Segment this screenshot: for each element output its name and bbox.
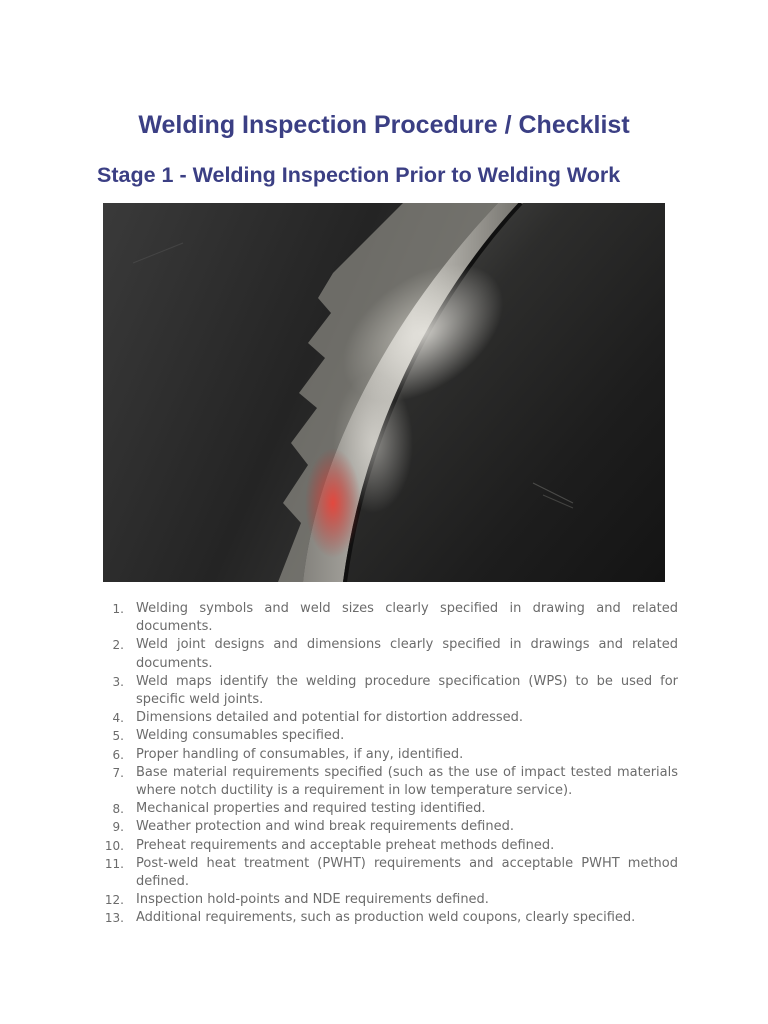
item-number: 7.: [112, 765, 124, 780]
checklist-item: [100, 800, 678, 818]
document-title: Welding Inspection Procedure / Checklist: [138, 111, 630, 139]
weld-joint-photo: [103, 203, 665, 582]
item-text: Preheat requirements and acceptable preheat methods defined.: [136, 837, 555, 853]
checklist-item: [100, 837, 678, 855]
item-number: 3.: [112, 674, 124, 689]
item-text: Proper handling of consumables, if any, identified.: [136, 746, 464, 762]
checklist-item: [100, 764, 678, 800]
item-number: 4.: [112, 711, 124, 726]
item-number: 1.: [112, 602, 124, 616]
item-text: Welding symbols and weld sizes clearly specified in drawing and related documents.: [136, 601, 678, 635]
item-number: 5.: [112, 729, 124, 744]
item-text: Weld maps identify the welding procedure specification (WPS) to be used for specific weld joints.: [136, 673, 678, 708]
checklist-item: [100, 855, 678, 891]
checklist-item: [100, 746, 678, 764]
item-text: Post-weld heat treatment (PWHT) requirements and acceptable PWHT method defined.: [136, 855, 678, 890]
item-number: 2.: [112, 638, 124, 653]
item-number: 9.: [112, 820, 124, 835]
item-text: Weather protection and wind break requirements defined.: [136, 819, 514, 835]
checklist-item: [100, 818, 678, 836]
checklist-item: [100, 709, 678, 727]
checklist-item: [100, 727, 678, 745]
checklist-item: [100, 909, 678, 927]
item-number: 10.: [104, 838, 124, 853]
checklist-item: [100, 891, 678, 909]
stage-heading: Stage 1 - Welding Inspection Prior to Welding Work: [97, 163, 621, 187]
item-text: Additional requirements, such as production weld coupons, clearly specified.: [136, 910, 636, 926]
checklist-item: [100, 636, 678, 672]
item-number: 11.: [104, 856, 124, 871]
item-text: Weld joint designs and dimensions clearly specified in drawings and related documents.: [136, 637, 678, 671]
item-number: 12.: [104, 893, 124, 908]
item-number: 8.: [112, 802, 124, 817]
inspection-checklist: [100, 600, 678, 928]
checklist-item: [100, 600, 678, 636]
item-text: Inspection hold-points and NDE requirements defined.: [136, 892, 489, 908]
item-text: Mechanical properties and required testing identified.: [136, 801, 486, 817]
item-text: Welding consumables specified.: [136, 728, 345, 744]
item-text: Base material requirements specified (such as the use of impact tested materials where notch ductility is a requirement in low temperature service).: [136, 764, 678, 799]
item-text: Dimensions detailed and potential for distortion addressed.: [136, 710, 524, 726]
checklist-item: [100, 673, 678, 709]
item-number: 6.: [112, 747, 124, 762]
item-number: 13.: [104, 911, 124, 926]
